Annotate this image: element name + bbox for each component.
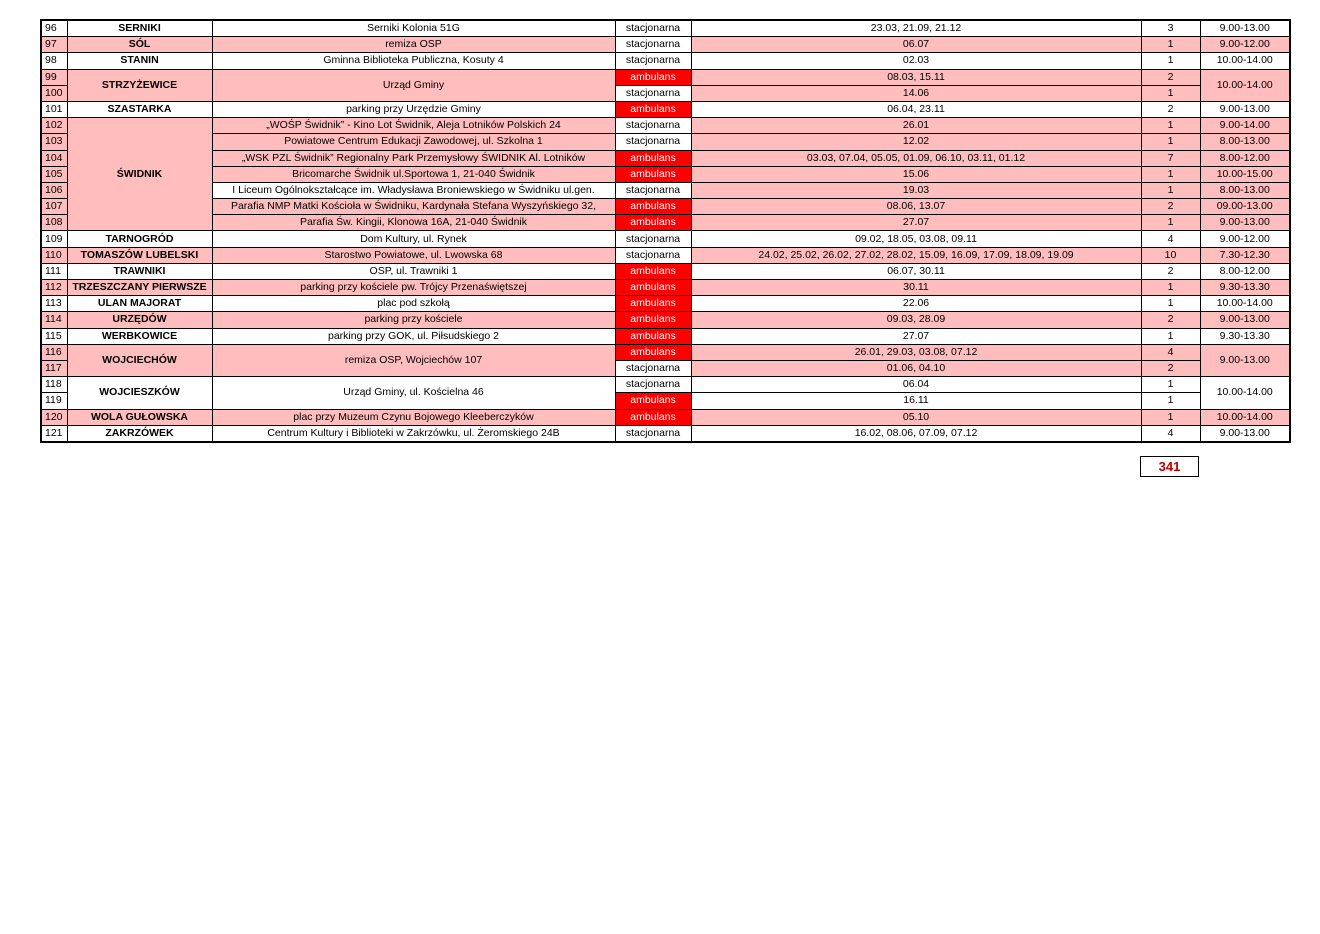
dates: 06.07, 30.11 <box>691 263 1141 279</box>
location: Urząd Gminy <box>212 69 615 101</box>
city-name: STANIN <box>67 53 212 69</box>
location: OSP, ul. Trawniki 1 <box>212 263 615 279</box>
location: „WSK PZL Świdnik” Regionalny Park Przemysłowy ŚWIDNIK Al. Lotników <box>212 150 615 166</box>
type: ambulans <box>615 101 691 117</box>
hours: 10.00-15.00 <box>1200 166 1290 182</box>
hours: 9.00-13.00 <box>1200 344 1290 376</box>
location: parking przy Urzędzie Gminy <box>212 101 615 117</box>
row-number: 104 <box>41 150 67 166</box>
dates: 03.03, 07.04, 05.05, 01.09, 06.10, 03.11, 01.12 <box>691 150 1141 166</box>
city-name: WERBKOWICE <box>67 328 212 344</box>
table-row <box>41 101 1290 117</box>
dates: 06.04 <box>691 377 1141 393</box>
count: 1 <box>1141 280 1200 296</box>
count: 1 <box>1141 118 1200 134</box>
row-number: 110 <box>41 247 67 263</box>
row-number: 96 <box>41 20 67 37</box>
count: 2 <box>1141 312 1200 328</box>
hours: 8.00-12.00 <box>1200 263 1290 279</box>
city-name: TRZESZCZANY PIERWSZE <box>67 280 212 296</box>
dates: 06.04, 23.11 <box>691 101 1141 117</box>
table-row <box>41 69 1290 85</box>
row-number: 111 <box>41 263 67 279</box>
dates: 27.07 <box>691 215 1141 231</box>
count: 1 <box>1141 377 1200 393</box>
location: Parafia Św. Kingii, Klonowa 16A, 21-040 Świdnik <box>212 215 615 231</box>
type: ambulans <box>615 296 691 312</box>
type: ambulans <box>615 263 691 279</box>
location: parking przy kościele pw. Trójcy Przenaświętszej <box>212 280 615 296</box>
dates: 24.02, 25.02, 26.02, 27.02, 28.02, 15.09, 16.09, 17.09, 18.09, 19.09 <box>691 247 1141 263</box>
hours: 10.00-14.00 <box>1200 296 1290 312</box>
city-name: STRZYŻEWICE <box>67 69 212 101</box>
type: ambulans <box>615 69 691 85</box>
location: Starostwo Powiatowe, ul. Lwowska 68 <box>212 247 615 263</box>
hours: 9.00-13.00 <box>1200 215 1290 231</box>
count: 2 <box>1141 69 1200 85</box>
hours: 7.30-12.30 <box>1200 247 1290 263</box>
location: remiza OSP <box>212 37 615 53</box>
type: ambulans <box>615 328 691 344</box>
dates: 19.03 <box>691 182 1141 198</box>
type: ambulans <box>615 215 691 231</box>
count: 1 <box>1141 37 1200 53</box>
count: 1 <box>1141 134 1200 150</box>
city-name: URZĘDÓW <box>67 312 212 328</box>
hours: 9.00-14.00 <box>1200 118 1290 134</box>
hours: 9.30-13.30 <box>1200 280 1290 296</box>
dates: 16.02, 08.06, 07.09, 07.12 <box>691 425 1141 442</box>
table-row <box>41 247 1290 263</box>
count: 3 <box>1141 20 1200 37</box>
table-row <box>41 409 1290 425</box>
dates: 05.10 <box>691 409 1141 425</box>
count: 1 <box>1141 393 1200 409</box>
type: stacjonarna <box>615 182 691 198</box>
city-name: ŚWIDNIK <box>67 118 212 231</box>
dates: 30.11 <box>691 280 1141 296</box>
location: plac pod szkołą <box>212 296 615 312</box>
hours: 9.00-12.00 <box>1200 231 1290 247</box>
table-row <box>41 425 1290 442</box>
row-number: 118 <box>41 377 67 393</box>
city-name: SÓL <box>67 37 212 53</box>
table-row <box>41 20 1290 37</box>
count: 1 <box>1141 328 1200 344</box>
dates: 15.06 <box>691 166 1141 182</box>
dates: 14.06 <box>691 85 1141 101</box>
row-number: 99 <box>41 69 67 85</box>
type: stacjonarna <box>615 53 691 69</box>
row-number: 102 <box>41 118 67 134</box>
location: parking przy kościele <box>212 312 615 328</box>
location: plac przy Muzeum Czynu Bojowego Kleeberczyków <box>212 409 615 425</box>
hours: 9.00-13.00 <box>1200 101 1290 117</box>
location: parking przy GOK, ul. Piłsudskiego 2 <box>212 328 615 344</box>
table-row <box>41 134 1290 150</box>
row-number: 109 <box>41 231 67 247</box>
city-name: WOLA GUŁOWSKA <box>67 409 212 425</box>
hours: 10.00-14.00 <box>1200 53 1290 69</box>
row-number: 115 <box>41 328 67 344</box>
dates: 26.01, 29.03, 03.08, 07.12 <box>691 344 1141 360</box>
type: stacjonarna <box>615 360 691 376</box>
table-row <box>41 37 1290 53</box>
table-row <box>41 344 1290 360</box>
row-number: 112 <box>41 280 67 296</box>
hours: 9.00-13.00 <box>1200 425 1290 442</box>
type: stacjonarna <box>615 118 691 134</box>
dates: 09.03, 28.09 <box>691 312 1141 328</box>
count: 2 <box>1141 263 1200 279</box>
count: 1 <box>1141 166 1200 182</box>
table-row <box>41 150 1290 166</box>
table-row <box>41 166 1290 182</box>
location: remiza OSP, Wojciechów 107 <box>212 344 615 376</box>
count: 1 <box>1141 85 1200 101</box>
location: Bricomarche Świdnik ul.Sportowa 1, 21-040 Świdnik <box>212 166 615 182</box>
city-name: TRAWNIKI <box>67 263 212 279</box>
row-number: 108 <box>41 215 67 231</box>
location: Centrum Kultury i Biblioteki w Zakrzówku, ul. Żeromskiego 24B <box>212 425 615 442</box>
table-row <box>41 215 1290 231</box>
count: 1 <box>1141 409 1200 425</box>
hours: 9.00-13.00 <box>1200 20 1290 37</box>
location: Serniki Kolonia 51G <box>212 20 615 37</box>
location: I Liceum Ogólnokształcące im. Władysława Broniewskiego w Świdniku ul.gen. <box>212 182 615 198</box>
location: Powiatowe Centrum Edukacji Zawodowej, ul. Szkolna 1 <box>212 134 615 150</box>
hours: 9.30-13.30 <box>1200 328 1290 344</box>
city-name: ZAKRZÓWEK <box>67 425 212 442</box>
type: ambulans <box>615 280 691 296</box>
row-number: 117 <box>41 360 67 376</box>
type: ambulans <box>615 166 691 182</box>
count: 4 <box>1141 344 1200 360</box>
type: stacjonarna <box>615 134 691 150</box>
type: ambulans <box>615 344 691 360</box>
table-row <box>41 263 1290 279</box>
city-name: ULAN MAJORAT <box>67 296 212 312</box>
row-number: 120 <box>41 409 67 425</box>
table-row <box>41 328 1290 344</box>
table-row <box>41 377 1290 393</box>
total-count: 341 <box>1140 456 1199 477</box>
count: 10 <box>1141 247 1200 263</box>
dates: 02.03 <box>691 53 1141 69</box>
row-number: 100 <box>41 85 67 101</box>
table-row <box>41 182 1290 198</box>
row-number: 113 <box>41 296 67 312</box>
type: stacjonarna <box>615 425 691 442</box>
row-number: 97 <box>41 37 67 53</box>
row-number: 105 <box>41 166 67 182</box>
count: 2 <box>1141 360 1200 376</box>
hours: 8.00-12.00 <box>1200 150 1290 166</box>
hours: 8.00-13.00 <box>1200 182 1290 198</box>
dates: 26.01 <box>691 118 1141 134</box>
type: stacjonarna <box>615 20 691 37</box>
row-number: 114 <box>41 312 67 328</box>
table-row <box>41 53 1290 69</box>
type: ambulans <box>615 150 691 166</box>
dates: 16.11 <box>691 393 1141 409</box>
dates: 08.03, 15.11 <box>691 69 1141 85</box>
count: 4 <box>1141 425 1200 442</box>
type: ambulans <box>615 409 691 425</box>
row-number: 101 <box>41 101 67 117</box>
location: Urząd Gminy, ul. Kościelna 46 <box>212 377 615 409</box>
dates: 09.02, 18.05, 03.08, 09.11 <box>691 231 1141 247</box>
type: ambulans <box>615 199 691 215</box>
dates: 06.07 <box>691 37 1141 53</box>
count: 1 <box>1141 182 1200 198</box>
location: Gminna Biblioteka Publiczna, Kosuty 4 <box>212 53 615 69</box>
city-name: SZASTARKA <box>67 101 212 117</box>
table-row <box>41 118 1290 134</box>
hours: 9.00-13.00 <box>1200 312 1290 328</box>
count: 2 <box>1141 199 1200 215</box>
row-number: 107 <box>41 199 67 215</box>
city-name: TARNOGRÓD <box>67 231 212 247</box>
count: 4 <box>1141 231 1200 247</box>
type: stacjonarna <box>615 37 691 53</box>
dates: 01.06, 04.10 <box>691 360 1141 376</box>
hours: 10.00-14.00 <box>1200 69 1290 101</box>
row-number: 116 <box>41 344 67 360</box>
row-number: 121 <box>41 425 67 442</box>
hours: 10.00-14.00 <box>1200 377 1290 409</box>
table-row <box>41 296 1290 312</box>
location: Dom Kultury, ul. Rynek <box>212 231 615 247</box>
city-name: WOJCIECHÓW <box>67 344 212 376</box>
row-number: 106 <box>41 182 67 198</box>
row-number: 119 <box>41 393 67 409</box>
count: 1 <box>1141 296 1200 312</box>
hours: 09.00-13.00 <box>1200 199 1290 215</box>
type: stacjonarna <box>615 231 691 247</box>
row-number: 103 <box>41 134 67 150</box>
dates: 12.02 <box>691 134 1141 150</box>
count: 1 <box>1141 53 1200 69</box>
table-row <box>41 231 1290 247</box>
count: 7 <box>1141 150 1200 166</box>
table-row <box>41 312 1290 328</box>
hours: 8.00-13.00 <box>1200 134 1290 150</box>
type: stacjonarna <box>615 247 691 263</box>
collection-points-table <box>40 19 1291 443</box>
count: 2 <box>1141 101 1200 117</box>
type: stacjonarna <box>615 377 691 393</box>
row-number: 98 <box>41 53 67 69</box>
type: ambulans <box>615 312 691 328</box>
type: stacjonarna <box>615 85 691 101</box>
dates: 08.06, 13.07 <box>691 199 1141 215</box>
dates: 22.06 <box>691 296 1141 312</box>
city-name: TOMASZÓW LUBELSKI <box>67 247 212 263</box>
city-name: SERNIKI <box>67 20 212 37</box>
location: Parafia NMP Matki Kościoła w Świdniku, Kardynała Stefana Wyszyńskiego 32, <box>212 199 615 215</box>
table-row <box>41 280 1290 296</box>
count: 1 <box>1141 215 1200 231</box>
location: „WOŚP Świdnik” - Kino Lot Świdnik, Aleja Lotników Polskich 24 <box>212 118 615 134</box>
type: ambulans <box>615 393 691 409</box>
dates: 23.03, 21.09, 21.12 <box>691 20 1141 37</box>
dates: 27.07 <box>691 328 1141 344</box>
hours: 10.00-14.00 <box>1200 409 1290 425</box>
table-row <box>41 199 1290 215</box>
city-name: WOJCIESZKÓW <box>67 377 212 409</box>
hours: 9.00-12.00 <box>1200 37 1290 53</box>
